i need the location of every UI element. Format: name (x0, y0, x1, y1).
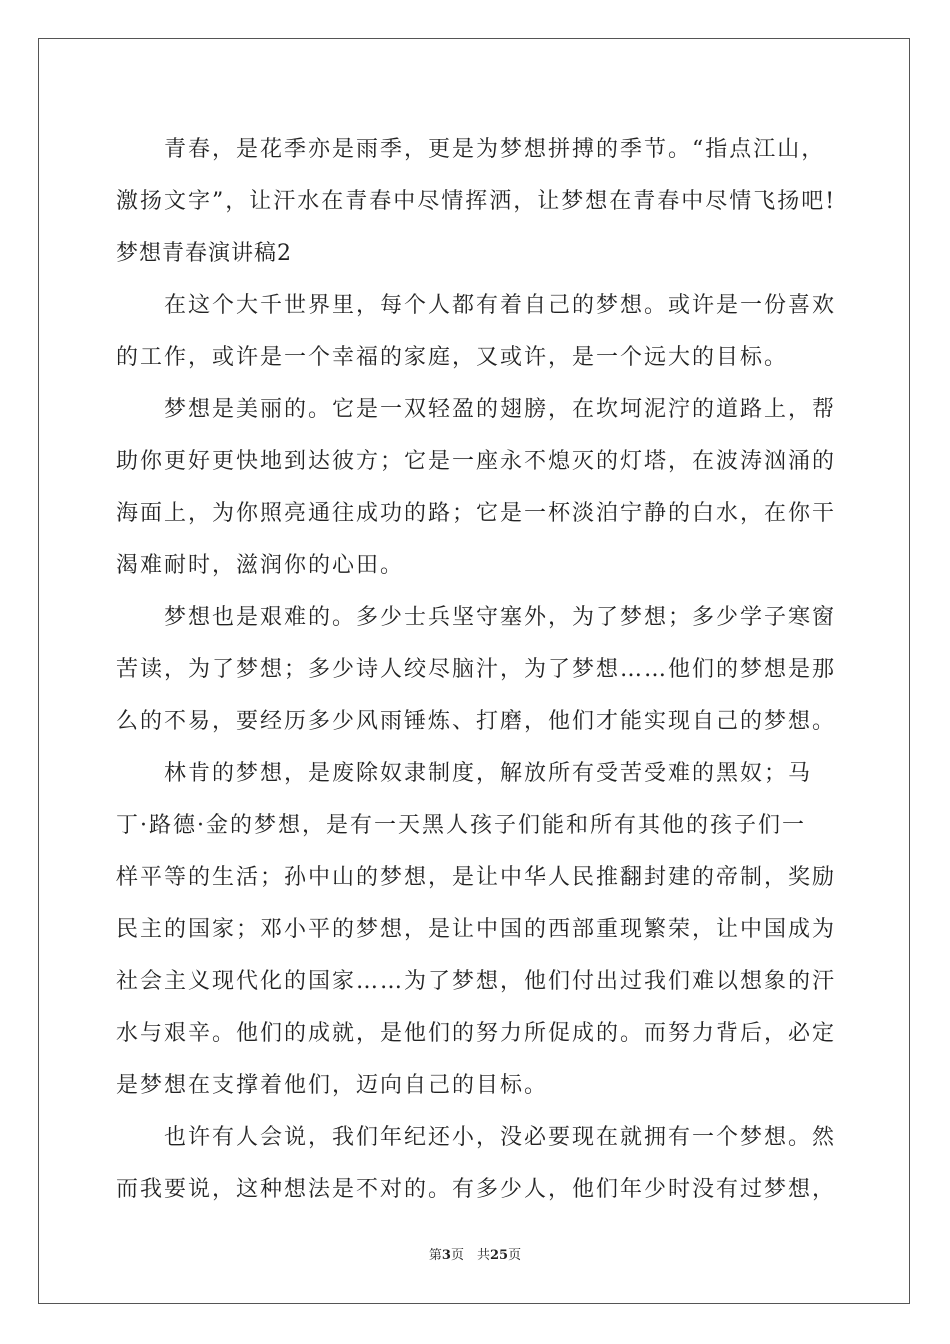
paragraph-line: 民主的国家；邓小平的梦想，是让中国的西部重现繁荣，让中国成为 (116, 917, 836, 942)
total-page-count: 25 (489, 1248, 509, 1263)
paragraph-line: 林肯的梦想，是废除奴隶制度，解放所有受苦受难的黑奴；马 (164, 761, 813, 786)
page-suffix: 页 (508, 1248, 522, 1263)
paragraph-line: 样平等的生活；孙中山的梦想，是让中华人民推翻封建的帝制，奖励 (116, 865, 836, 890)
paragraph-line: 梦想也是艰难的。多少士兵坚守塞外，为了梦想；多少学子寒窗 (164, 605, 836, 630)
paragraph-line: 助你更好更快地到达彼方；它是一座永不熄灭的灯塔，在波涛汹涌的 (116, 449, 836, 474)
paragraph-line: 梦想是美丽的。它是一双轻盈的翅膀，在坎坷泥泞的道路上，帮 (164, 397, 836, 422)
paragraph-line: 社会主义现代化的国家……为了梦想，他们付出过我们难以想象的汗 (116, 969, 836, 994)
paragraph-line: 么的不易，要经历多少风雨锤炼、打磨，他们才能实现自己的梦想。 (116, 709, 836, 734)
paragraph-line: 也许有人会说，我们年纪还小，没必要现在就拥有一个梦想。然 (164, 1125, 836, 1150)
paragraph-line: 的工作，或许是一个幸福的家庭，又或许，是一个远大的目标。 (116, 345, 789, 370)
page-mid: 页 共 (450, 1248, 490, 1263)
paragraph-line: 而我要说，这种想法是不对的。有多少人，他们年少时没有过梦想， (116, 1177, 836, 1202)
paragraph-line: 激扬文字”，让汗水在青春中尽情挥洒，让梦想在青春中尽情飞扬吧! (116, 189, 836, 214)
paragraph-line: 是梦想在支撑着他们，迈向自己的目标。 (116, 1073, 549, 1098)
page-number-footer (0, 1246, 950, 1266)
paragraph-line: 丁·路德·金的梦想，是有一天黑人孩子们能和所有其他的孩子们一 (116, 813, 806, 838)
paragraph-line: 苦读，为了梦想；多少诗人绞尽脑汁，为了梦想……他们的梦想是那 (116, 657, 836, 682)
paragraph-line: 渴难耐时，滋润你的心田。 (116, 553, 405, 578)
paragraph-line: 水与艰辛。他们的成就，是他们的努力所促成的。而努力背后，必定 (116, 1021, 836, 1046)
section-heading: 梦想青春演讲稿2 (116, 241, 292, 266)
paragraph-line: 青春，是花季亦是雨季，更是为梦想拼搏的季节。“指点江山， (164, 137, 826, 162)
page-prefix: 第 (428, 1248, 442, 1263)
current-page-number: 3 (441, 1248, 451, 1263)
paragraph-line: 在这个大千世界里，每个人都有着自己的梦想。或许是一份喜欢 (164, 293, 836, 318)
document-body (116, 124, 836, 1216)
paragraph-line: 海面上，为你照亮通往成功的路；它是一杯淡泊宁静的白水，在你干 (116, 501, 836, 526)
